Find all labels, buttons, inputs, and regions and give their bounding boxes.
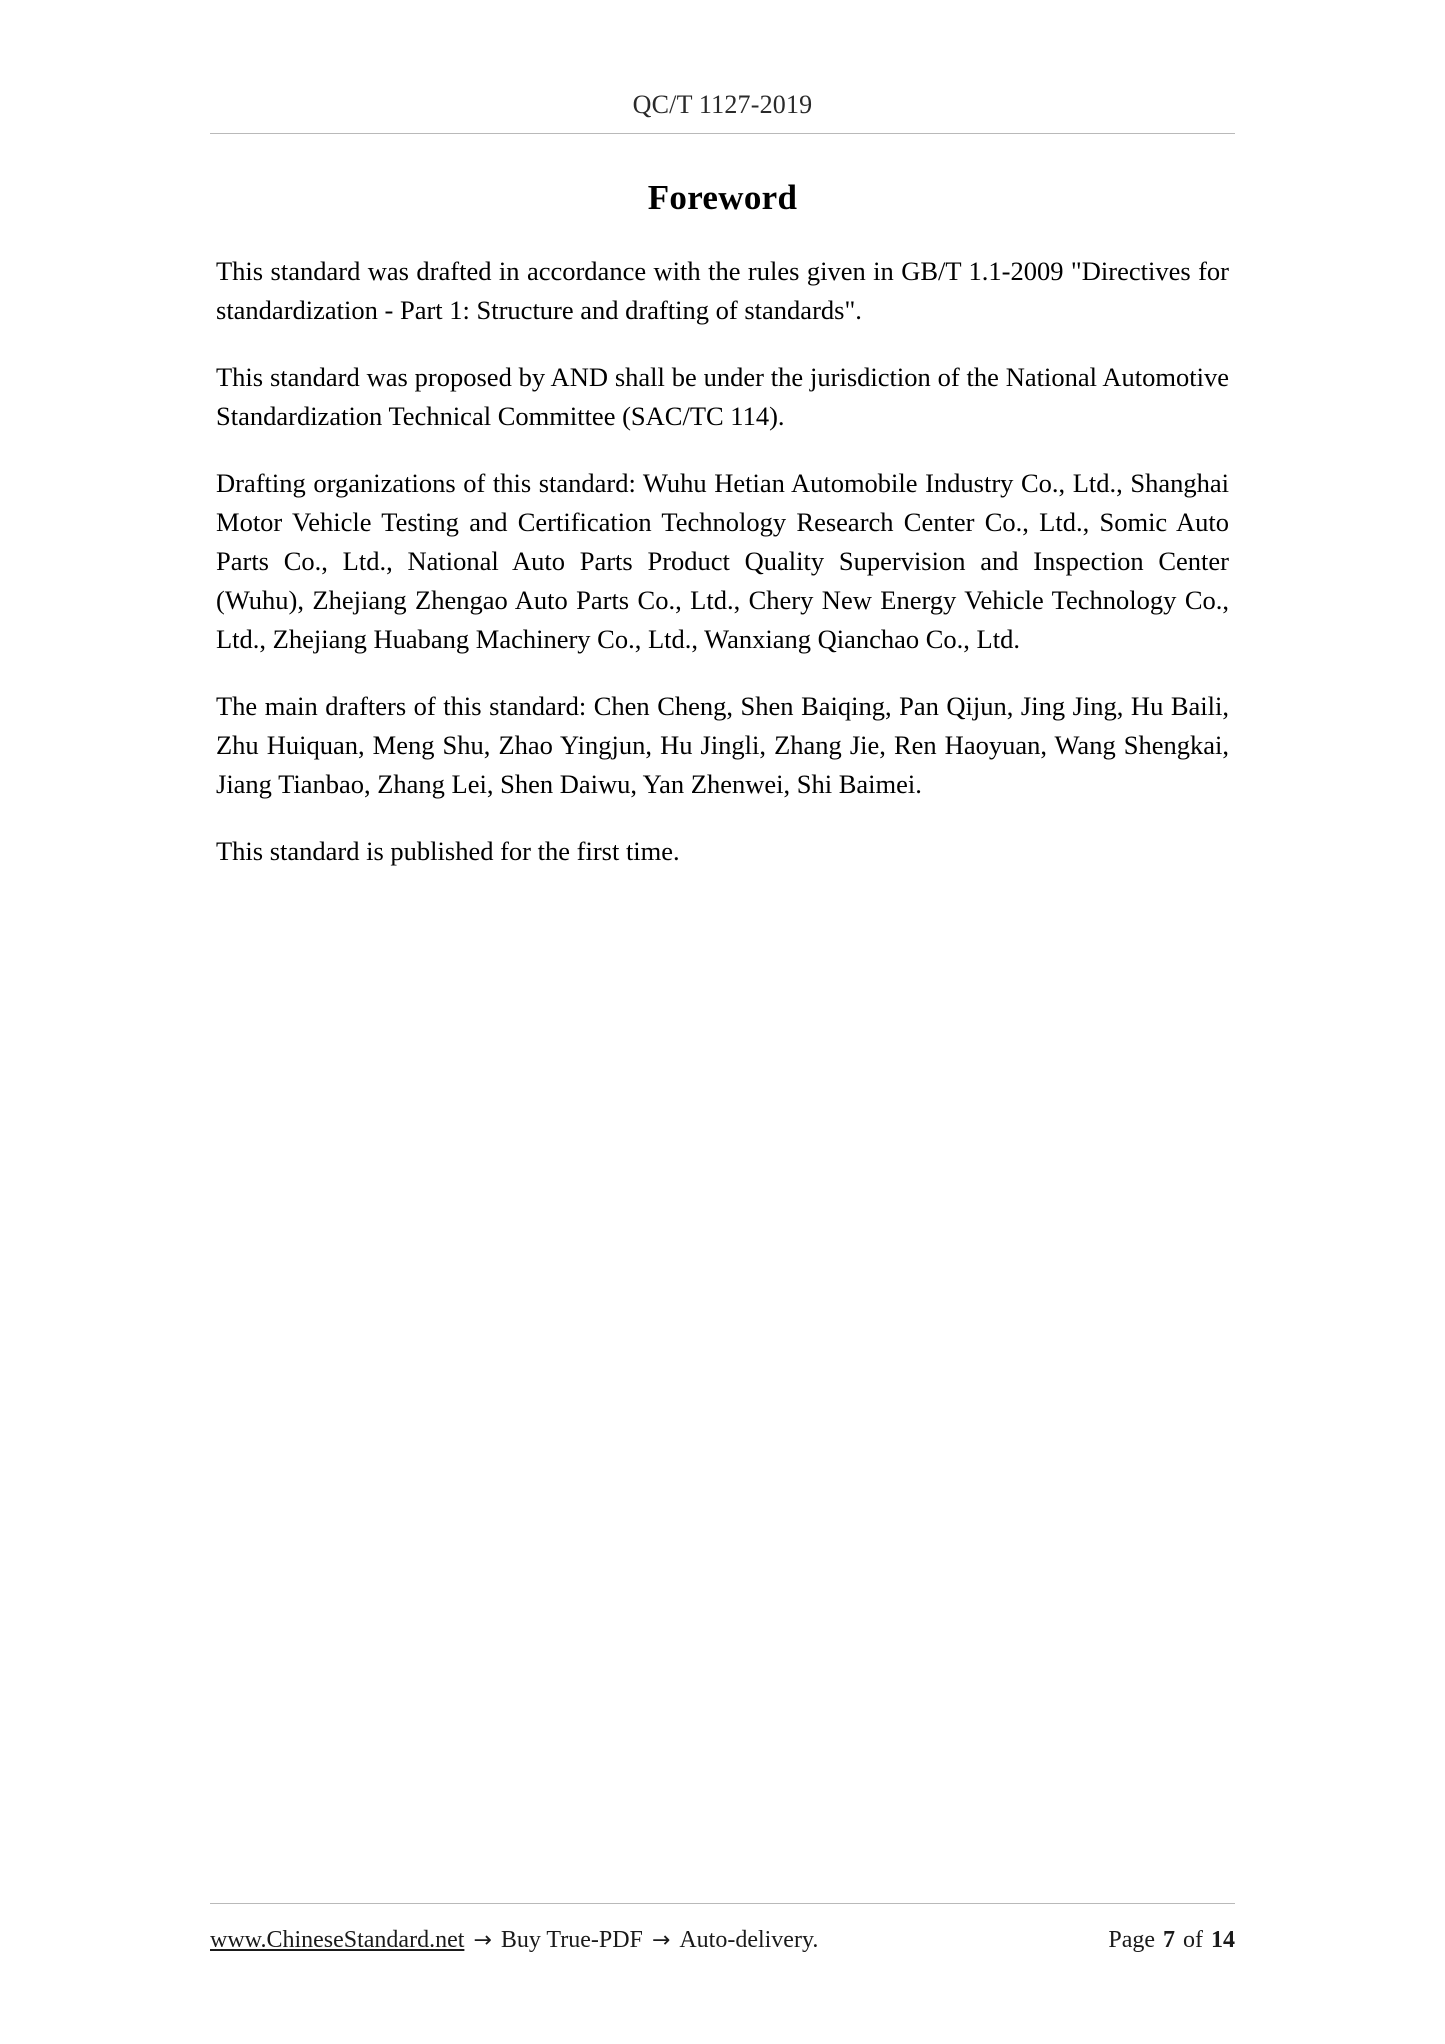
- page-label: Page: [1108, 1926, 1155, 1953]
- page-footer: [210, 1920, 1235, 1960]
- standard-code: QC/T 1127-2019: [632, 90, 813, 119]
- footer-promo: [210, 1927, 818, 1954]
- page-header: [210, 90, 1235, 120]
- header-divider: [210, 133, 1235, 134]
- paragraph-3: Drafting organizations of this standard: Wuhu Hetian Automobile Industry Co., Ltd., Shanghai Motor Vehicle Testing and Certification Technology Research Center Co., Ltd., Somic Auto Parts Co., Ltd., National Auto Parts Product Quality Supervision and Inspection Center (Wuhu), Zhejiang Zhengao Auto Parts Co., Ltd., Chery New Energy Vehicle Technology Co., Ltd., Zhejiang Huabang Machinery Co., Ltd., Wanxiang Qianchao Co., Ltd.: [216, 468, 1229, 654]
- delivery-label: Auto-delivery.: [679, 1926, 819, 1953]
- paragraph-2: This standard was proposed by AND shall be under the jurisdiction of the National Automotive Standardization Technical Committee (SAC/TC 114).: [216, 362, 1229, 431]
- arrow-right-icon-2: →: [651, 1927, 671, 1953]
- arrow-right-icon: →: [473, 1927, 492, 1953]
- page-title: Foreword: [647, 178, 798, 217]
- paragraph-4: The main drafters of this standard: Chen Cheng, Shen Baiqing, Pan Qijun, Jing Jing, Hu Baili, Zhu Huiquan, Meng Shu, Zhao Yingjun, Hu Jingli, Zhang Jie, Ren Haoyuan, Wang Shengkai, Jiang Tianbao, Zhang Lei, Shen Daiwu, Yan Zhenwei, Shi Baimei.: [216, 691, 1229, 799]
- paragraph-5: This standard is published for the first time.: [216, 836, 680, 866]
- paragraph-1: This standard was drafted in accordance with the rules given in GB/T 1.1-2009 "Directives for standardization - Part 1: Structure and drafting of standards".: [216, 256, 1229, 325]
- of-label: of: [1183, 1926, 1203, 1953]
- page-number: 7: [1163, 1926, 1175, 1953]
- footer-divider: [210, 1903, 1235, 1904]
- website-link[interactable]: www.ChineseStandard.net: [210, 1926, 465, 1953]
- buy-label: Buy True-PDF: [500, 1926, 643, 1953]
- page-indicator: [1108, 1927, 1235, 1954]
- document-body: [216, 178, 1229, 871]
- total-pages: 14: [1211, 1926, 1235, 1953]
